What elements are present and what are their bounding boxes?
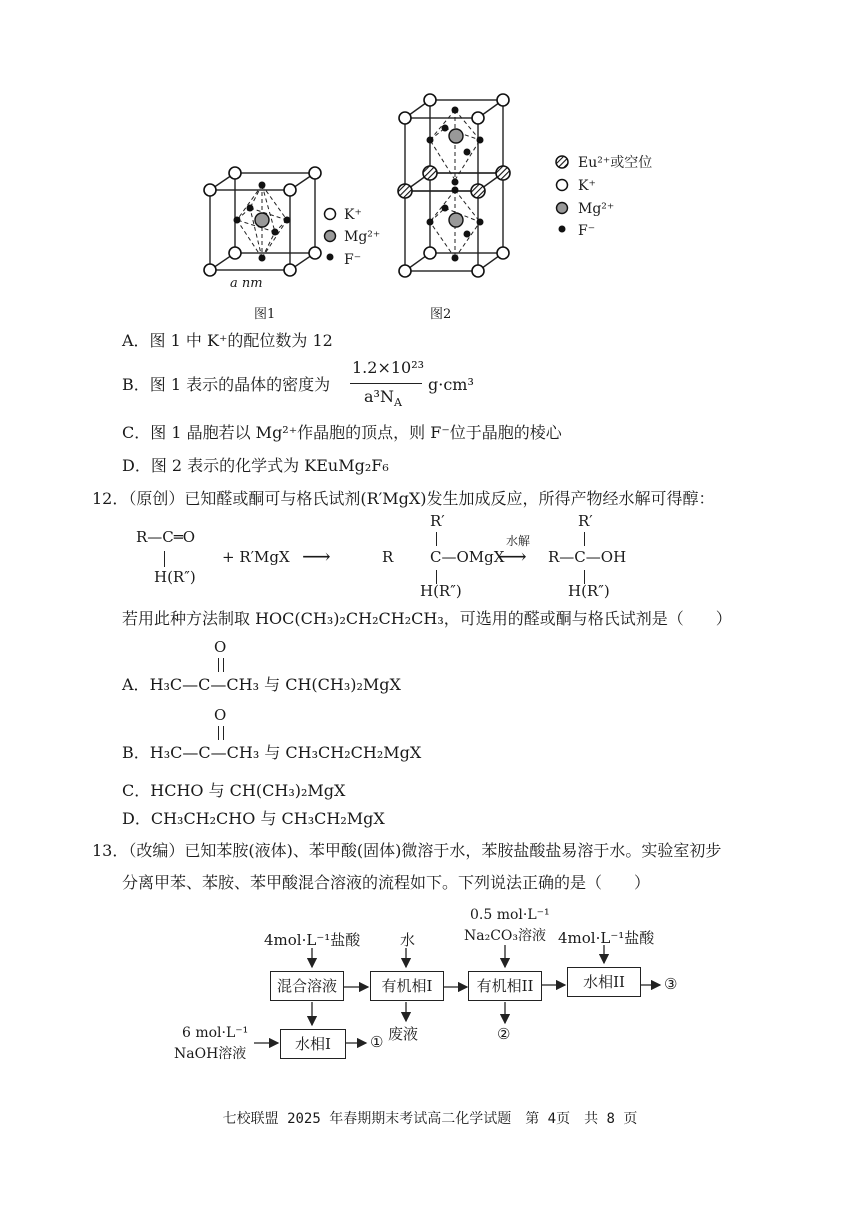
- flow-reagent-water: 水: [400, 931, 416, 949]
- rxn-hydrolysis-label: 水解: [506, 534, 531, 548]
- rxn-product2-top: R′: [578, 512, 593, 530]
- flow-output-3: ③: [664, 975, 678, 993]
- rxn-arrow-2: ⟶: [498, 544, 527, 568]
- flow-output-2: ②: [497, 1025, 511, 1043]
- fig2-legend-f: F⁻: [578, 223, 596, 239]
- fig2-legend-eu: Eu²⁺或空位: [578, 155, 653, 171]
- q11-option-a: A．图 1 中 K⁺的配位数为 12: [122, 331, 333, 350]
- rxn-reagent: + R′MgX: [222, 548, 290, 566]
- fig1-legend-f: F⁻: [344, 252, 362, 268]
- q13-line2: 分离甲苯、苯胺、苯甲酸混合溶液的流程如下。下列说法正确的是（ ）: [122, 873, 651, 892]
- flow-reagent-na2co3: Na₂CO₃溶液: [464, 928, 547, 944]
- rxn-product2-mid: R—C—OH: [548, 548, 627, 566]
- rxn-reactant-bond: [164, 551, 165, 567]
- q12-a-oxygen: O: [214, 638, 227, 656]
- q12-option-b: B．H₃C—C—CH₃ 与 CH₃CH₂CH₂MgX: [122, 743, 422, 762]
- crystal-figures: [0, 80, 860, 330]
- figure2-atoms: [398, 94, 510, 277]
- fig1-legend-k: K⁺: [344, 207, 362, 223]
- q12-a-double-bond: [218, 658, 224, 672]
- fig1-edge-label: a nm: [230, 276, 263, 291]
- q11-b-numerator: 1.2×10²³: [352, 358, 425, 377]
- rxn-product2-bottom: H(R″): [568, 582, 610, 600]
- figure2-cell: [405, 100, 503, 271]
- rxn-product1-r: R: [382, 548, 394, 566]
- flow-waste: 废液: [388, 1025, 419, 1043]
- flow-reagent-hcl-2: 4mol·L⁻¹盐酸: [558, 929, 655, 947]
- flow-box-organic-1: 有机相I: [370, 971, 444, 1001]
- flow-box-organic-2: 有机相II: [468, 971, 542, 1001]
- q12-option-d: D．CH₃CH₂CHO 与 CH₃CH₂MgX: [122, 809, 385, 828]
- q12-option-a: A．H₃C—C—CH₃ 与 CH(CH₃)₂MgX: [122, 675, 401, 694]
- figure2-legend: [556, 154, 652, 239]
- q11-b-denominator: $a^3N_A$: [364, 387, 402, 410]
- fig1-legend-mg: Mg²⁺: [344, 229, 381, 245]
- flow-reagent-na2co3-conc: 0.5 mol·L⁻¹: [470, 907, 550, 923]
- rxn-reactant-top: R—C═O: [136, 528, 196, 546]
- page-footer: 七校联盟 2025 年春期期末考试高二化学试题 第 4页 共 8 页: [222, 1111, 638, 1127]
- flow-box-aqueous-1: 水相I: [280, 1029, 346, 1059]
- q11-b-unit: g·cm³: [428, 375, 474, 394]
- q12-question: 若用此种方法制取 HOC(CH₃)₂CH₂CH₂CH₃，可选用的醛或酮与格氏试剂是（ ）: [122, 609, 732, 628]
- q12-reaction-scheme: [130, 512, 690, 602]
- q11-option-b: B．图 1 表示的晶体的密度为: [122, 375, 331, 394]
- flow-reagent-hcl-1: 4mol·L⁻¹盐酸: [264, 931, 361, 949]
- q11-b-fraction-bar: [350, 383, 422, 384]
- rxn-product1-bottom: H(R″): [420, 582, 462, 600]
- flow-box-mixture: 混合溶液: [270, 971, 344, 1001]
- rxn-product1-bond-top: [436, 532, 437, 546]
- q13-line1: 13．（改编）已知苯胺(液体)、苯甲酸(固体)微溶于水，苯胺盐酸盐易溶于水。实验室初步: [92, 841, 722, 860]
- rxn-product2-bond-top: [584, 532, 585, 546]
- rxn-arrow-1: ⟶: [302, 544, 331, 568]
- rxn-product1-top: R′: [430, 512, 445, 530]
- q11-option-c: C．图 1 晶胞若以 Mg²⁺作晶胞的顶点，则 F⁻位于晶胞的棱心: [122, 423, 562, 442]
- rxn-product1-mid: C—OMgX: [430, 548, 505, 566]
- q12-stem: 12．（原创）已知醛或酮可与格氏试剂(R′MgX)发生加成反应，所得产物经水解可得醇：: [92, 489, 715, 508]
- fig1-caption: 图1: [254, 307, 276, 322]
- separation-flowchart: [160, 905, 700, 1065]
- fig2-legend-k: K⁺: [578, 178, 596, 194]
- q12-option-c: C．HCHO 与 CH(CH₃)₂MgX: [122, 781, 346, 800]
- q12-b-oxygen: O: [214, 706, 227, 724]
- flow-box-aqueous-2: 水相II: [567, 967, 641, 997]
- fig2-caption: 图2: [430, 307, 452, 322]
- flow-output-1: ①: [370, 1033, 384, 1051]
- figure1-legend: [325, 207, 381, 268]
- rxn-reactant-bottom: H(R″): [154, 568, 196, 586]
- figure1-atoms: [204, 167, 321, 276]
- flow-naoh-conc: 6 mol·L⁻¹: [182, 1025, 249, 1041]
- q11-option-d: D．图 2 表示的化学式为 KEuMg₂F₆: [122, 456, 389, 475]
- q12-b-double-bond: [218, 726, 224, 740]
- flow-naoh: NaOH溶液: [174, 1046, 247, 1062]
- fig2-legend-mg: Mg²⁺: [578, 201, 615, 217]
